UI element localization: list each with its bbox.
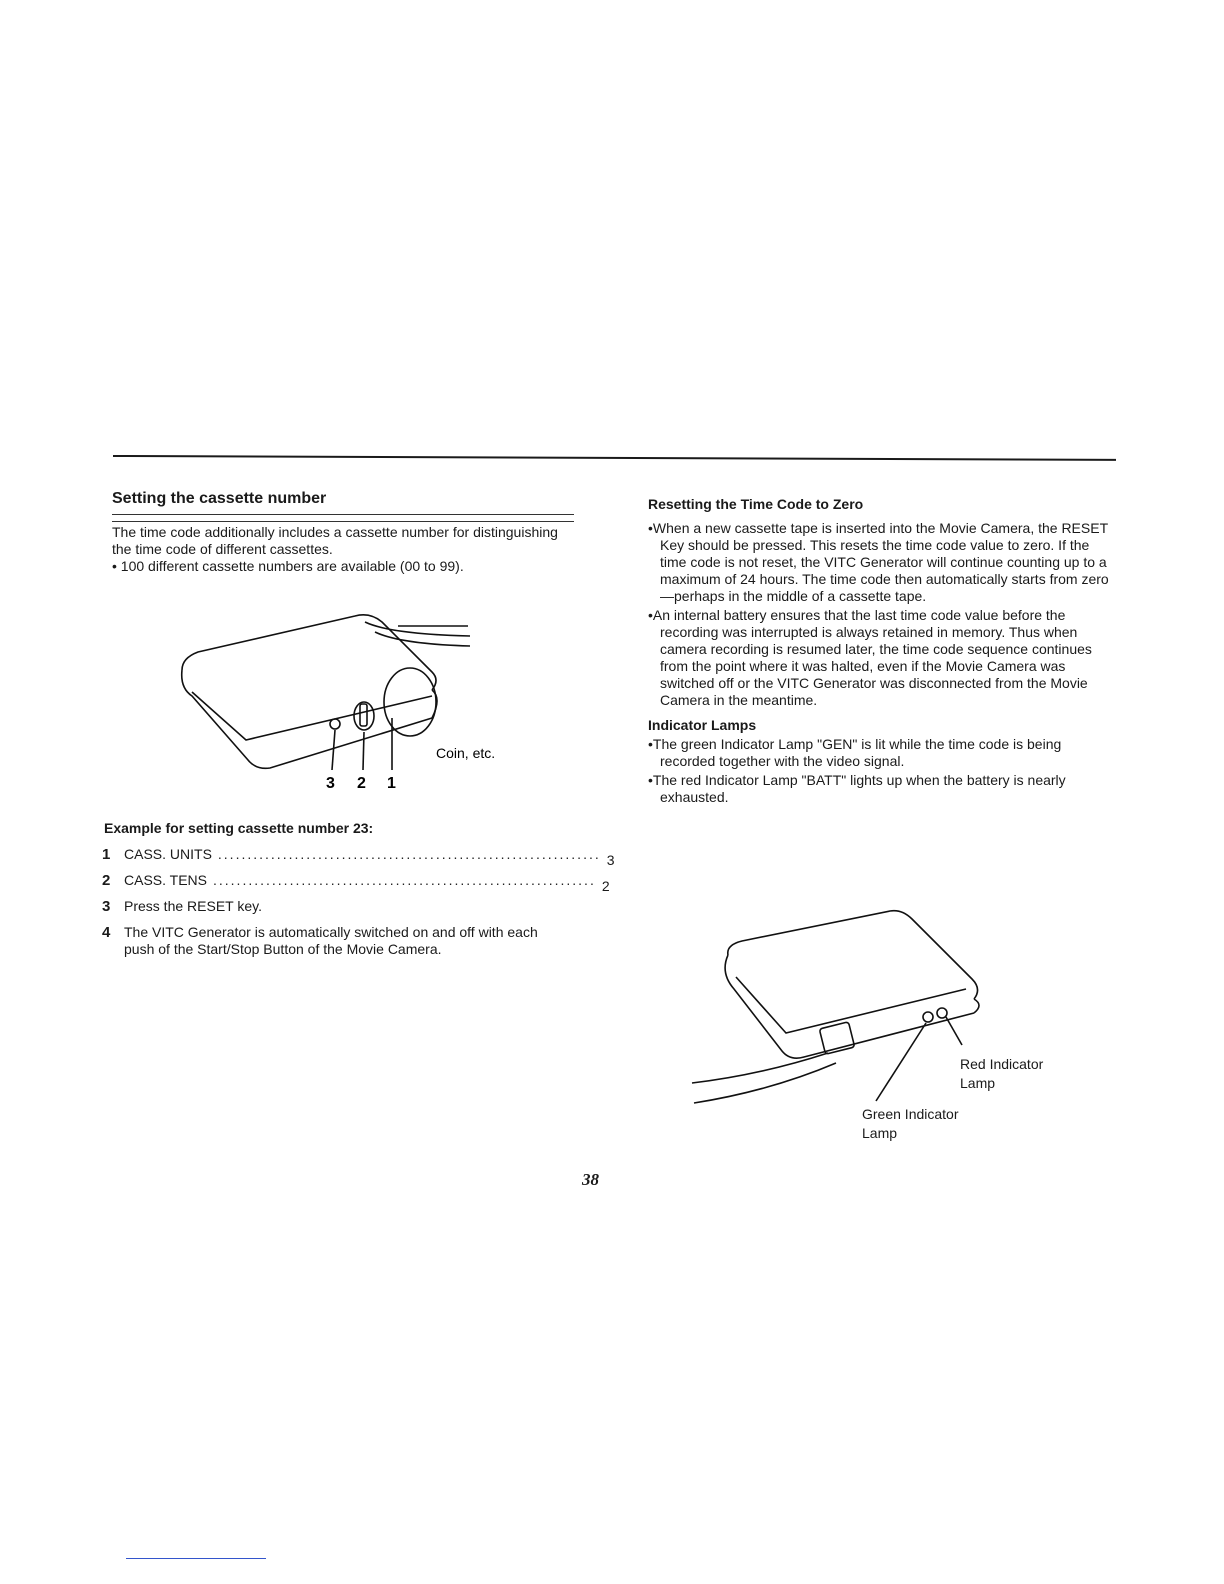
red-label-line-1: Red Indicator bbox=[960, 1056, 1044, 1072]
cassette-switch-figure bbox=[170, 600, 510, 800]
top-rule bbox=[113, 455, 1116, 461]
step-value: 3 bbox=[606, 852, 615, 868]
leader-dots: ................................................................. bbox=[217, 846, 601, 862]
indicator-lamps-figure bbox=[690, 905, 990, 1125]
cable bbox=[692, 1053, 836, 1103]
connector-block bbox=[819, 1022, 854, 1054]
lamps-bullet-green: •The green Indicator Lamp "GEN" is lit while the time code is being recorded together with the video signal. bbox=[648, 736, 1062, 769]
switch-3-button bbox=[330, 719, 340, 729]
section-title-lamps: Indicator Lamps bbox=[648, 717, 757, 733]
step-2 bbox=[102, 872, 610, 894]
leader-dots: ................................................................. bbox=[213, 872, 596, 888]
lamps-bullet-red: •The red Indicator Lamp "BATT" lights up when the battery is nearly exhausted. bbox=[648, 772, 1066, 805]
red-label-line-2: Lamp bbox=[960, 1075, 996, 1091]
bottom-edge-line bbox=[126, 1558, 266, 1559]
step-number: 1 bbox=[102, 846, 111, 863]
step-number: 3 bbox=[102, 898, 111, 915]
device-top-outline bbox=[182, 615, 436, 690]
device-inner-bevel bbox=[192, 692, 432, 740]
section-title-cassette: Setting the cassette number bbox=[112, 490, 574, 515]
step-1 bbox=[102, 846, 615, 868]
left-column bbox=[112, 490, 574, 577]
example-title: Example for setting cassette number 23: bbox=[104, 820, 374, 836]
green-lamp bbox=[923, 1012, 933, 1022]
green-label-line-1: Green Indicator bbox=[862, 1106, 959, 1122]
green-label-line-2: Lamp bbox=[862, 1125, 898, 1141]
callout-3: 3 bbox=[326, 775, 335, 792]
reset-bullet-2: •An internal battery ensures that the last time code value before the recording was interrupted is always retained in memory. Thus when camera recording is resumed later, the time code sequence continues from the point where it was halted, even if the Movie Camera was switched off or the VITC Generator was disconnected from the Movie Camera in the meantime. bbox=[648, 607, 1092, 708]
step-3 bbox=[102, 898, 568, 915]
step-number: 4 bbox=[102, 924, 111, 941]
step-text: Press the RESET key. bbox=[124, 898, 262, 914]
intro-paragraph: The time code additionally includes a cassette number for distinguishing the time code of different cassettes. bbox=[112, 521, 574, 558]
reset-bullet-1: •When a new cassette tape is inserted into the Movie Camera, the RESET Key should be pressed. This resets the time code value to zero. If the time code is not reset, the VITC Generator will continue counting up to a maximum of 24 hours. The time code then automatically starts from zero—perhaps in the middle of a cassette tape. bbox=[648, 520, 1109, 604]
coin-label: Coin, etc. bbox=[436, 745, 496, 761]
page-number: 38 bbox=[582, 1170, 599, 1189]
device-front-edge bbox=[182, 670, 432, 768]
switch-2-slot bbox=[360, 704, 367, 726]
red-lamp bbox=[937, 1008, 947, 1018]
step-label: CASS. UNITS bbox=[124, 846, 212, 862]
step-text: The VITC Generator is automatically switched on and off with each push of the Start/Stop Button of the Movie Camera. bbox=[124, 924, 538, 957]
steps-list bbox=[102, 846, 615, 967]
right-column bbox=[648, 496, 1118, 808]
device-top-outline bbox=[728, 911, 978, 999]
callout-1: 1 bbox=[387, 775, 396, 792]
callout-2: 2 bbox=[357, 775, 366, 792]
cassette-range-bullet: • 100 different cassette numbers are available (00 to 99). bbox=[112, 558, 464, 574]
step-number: 2 bbox=[102, 872, 111, 889]
section-title-reset: Resetting the Time Code to Zero bbox=[648, 496, 864, 512]
step-label: CASS. TENS bbox=[124, 872, 207, 888]
red-lamp-label bbox=[960, 1055, 1043, 1093]
step-4 bbox=[102, 924, 568, 958]
step-value: 2 bbox=[601, 878, 610, 894]
device-side-edge bbox=[974, 999, 979, 1013]
green-lamp-label bbox=[862, 1105, 959, 1143]
